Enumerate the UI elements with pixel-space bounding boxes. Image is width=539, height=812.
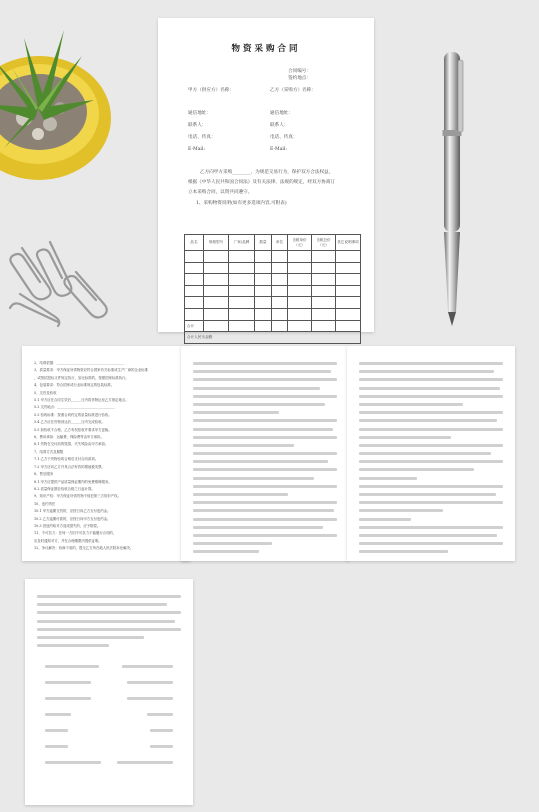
table-header-cell: 含税单价（元） (288, 235, 312, 251)
text-line: 5.3 验收标准：按照合同约定的质量标准进行验收。 (34, 412, 112, 417)
table-header-cell: 其它说明事项 (336, 235, 361, 251)
sign-place-label: 签约地点： (288, 76, 311, 81)
total-cn-label: 合计人民币金额： (185, 332, 361, 344)
text-line: 5.5 如验收不合格，乙方有权拒收并要求甲方更换。 (34, 427, 112, 432)
text-line: 5、交货及验收 (34, 390, 57, 395)
intro-line-1: 乙方向甲方采购________，为规范交易行为，保护双方合法权益， (200, 170, 334, 175)
text-line: 7.1 乙方于货物验收合格后支付合同款项。 (34, 457, 99, 462)
table-row (185, 297, 361, 309)
text-line: 7、结算方式及期限 (34, 449, 64, 454)
page-3-text-block (193, 362, 337, 559)
party-b-contact-label: 联系人： (270, 123, 289, 128)
table-header-cell: 厂家\品牌 (229, 235, 255, 251)
table-total-row (185, 320, 361, 332)
contract-page-3 (181, 346, 349, 561)
text-line: 10、违约责任 (34, 501, 56, 506)
goods-table (184, 234, 361, 344)
text-line: 10.3 因违约给对方造成损失的，应予赔偿。 (34, 523, 101, 528)
potted-plant-decoration (0, 8, 114, 188)
party-a-contact-label: 联系人： (188, 123, 207, 128)
table-header-cell: 数量 (255, 235, 272, 251)
text-line: ，或按招投标文件规定执行，如无标准的，按照国家标准执行。 (34, 375, 129, 380)
contract-page-2 (22, 346, 190, 561)
text-line: 8.2 质量保证期自验收合格之日起计算。 (34, 486, 95, 491)
text-line: 10.1 甲方逾期交货的，应按日向乙方支付违约金。 (34, 509, 111, 514)
table-header-row (185, 235, 361, 251)
text-line: 6、费用承担：运输费、保险费等由甲方承担。 (34, 435, 104, 440)
page-4-text-block (359, 362, 503, 559)
party-b-email-label: E-Mail: (270, 147, 287, 152)
contract-cover-page (158, 18, 374, 340)
party-a-email-label: E-Mail: (188, 147, 205, 152)
contract-page-4 (347, 346, 515, 561)
party-b-name-label: 乙方（采购方）名称： (270, 88, 316, 93)
text-line: 9、知识产权：甲方保证所供货物不侵犯第三方知识产权。 (34, 494, 121, 499)
page-5-text-block (37, 595, 181, 652)
table-header-cell: 单位 (272, 235, 288, 251)
intro-line-3: 立本采购合同，以资共同遵守。 (188, 190, 253, 195)
table-header-cell: 含税总价（元） (312, 235, 336, 251)
paper-clips-decoration (0, 228, 130, 328)
section-1-heading: 1、采购物资说明(如有更多选项内容,可附表) (196, 201, 287, 206)
pen-decoration (424, 50, 480, 330)
text-line: 10.2 乙方逾期付款的，应按日向甲方支付违约金。 (34, 516, 111, 521)
party-a-address-label: 通信地址： (188, 111, 211, 116)
party-b-address-label: 通信地址： (270, 111, 293, 116)
total-label: 合计 (185, 320, 204, 332)
table-row (185, 308, 361, 320)
text-line: 3、质量要求：甲方保证所供物资应符合国家有关标准或生产厂商的企业标准 (34, 368, 149, 373)
contract-no-label: 合同编号： (288, 69, 311, 74)
table-row (185, 262, 361, 274)
table-header-cell: 规格型号 (204, 235, 229, 251)
table-total-cn-row (185, 332, 361, 344)
text-line: 8、售后服务 (34, 472, 54, 477)
text-line: 8.1 甲方应提供产品质量保证期内的免费维修服务。 (34, 479, 112, 484)
text-line: 4、包装要求：符合国家或行业标准规定的包装标准。 (34, 383, 115, 388)
contract-title: 物资采购合同 (231, 44, 301, 54)
party-a-phone-fax-label: 电话、传真： (188, 135, 216, 140)
table-row (185, 251, 361, 263)
text-line: 5.1 甲方应在合同生效后______日内将货物运至乙方指定地点。 (34, 398, 129, 403)
contract-signature-page (25, 579, 193, 805)
text-line: 应及时通知对方，并在合理期限内提供证明。 (34, 538, 102, 543)
text-line: 7.2 甲方应向乙方开具合法有效的增值税发票。 (34, 464, 105, 469)
text-line: 12、争议解决：协商不成的，提交乙方所在地人民法院诉讼解决。 (34, 546, 134, 551)
party-a-name-label: 甲方（供应方）名称： (188, 88, 234, 93)
text-line: 6.1 货物在交付前的毁损、灭失风险由甲方承担。 (34, 442, 109, 447)
table-row (185, 274, 361, 286)
text-line: 5.4 乙方应在货物到达后______日内完成验收。 (34, 420, 105, 425)
intro-line-2: 根据《中华人民共和国合同法》及有关法律、法规的规定，经双方协商订 (188, 180, 336, 185)
text-line: 2、结算依据：________________________________________ (34, 361, 125, 365)
party-b-phone-fax-label: 电话、传真： (270, 135, 298, 140)
page-2-text (34, 360, 182, 553)
table-row (185, 285, 361, 297)
text-line: 5.2 交货地点：__________________________________ (34, 405, 116, 410)
page-5-signature-block (45, 665, 173, 764)
text-line: 11、不可抗力：任何一方因不可抗力不能履行合同的， (34, 531, 117, 536)
table-header-cell: 品名 (185, 235, 204, 251)
